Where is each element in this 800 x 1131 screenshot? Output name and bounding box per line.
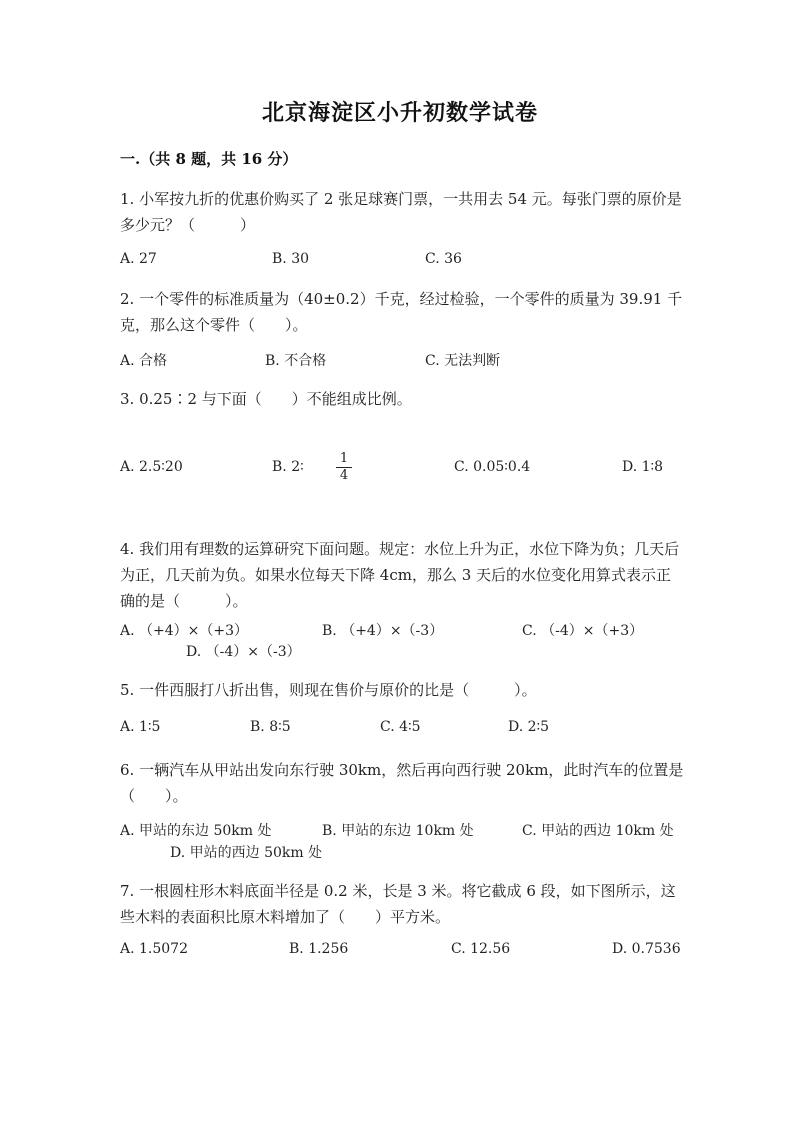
- q4-option-b[interactable]: B. （+4）×（-3）: [322, 623, 444, 639]
- q6-option-d[interactable]: D. 甲站的西边 50km 处: [170, 845, 323, 861]
- q7-option-c[interactable]: C. 12.56: [451, 941, 511, 957]
- q6-option-c[interactable]: C. 甲站的西边 10km 处: [522, 823, 674, 839]
- fraction-numerator: 1: [339, 451, 349, 466]
- q5-option-b[interactable]: B. 8∶5: [250, 719, 291, 735]
- question-6: 6. 一辆汽车从甲站出发向东行驶 30km，然后再向西行驶 20km，此时汽车的位置是（ ）。: [120, 761, 684, 805]
- q7-option-d[interactable]: D. 0.7536: [612, 941, 681, 957]
- section-heading: 一.（共 8 题，共 16 分）: [120, 150, 298, 168]
- q1-option-a[interactable]: A. 27: [120, 251, 157, 267]
- question-7: 7. 一根圆柱形木料底面半径是 0.2 米，长是 3 米。将它截成 6 段，如下图所示，这些木料的表面积比原木料增加了（ ）平方米。: [120, 882, 676, 926]
- question-4: 4. 我们用有理数的运算研究下面问题。规定：水位上升为正，水位下降为负；几天后为正，几天前为负。如果水位每天下降 4cm，那么 3 天后的水位变化用算式表示正确的是（ ）。: [120, 540, 680, 610]
- question-1: 1. 小军按九折的优惠价购买了 2 张足球赛门票，一共用去 54 元。每张门票的原价是多少元？（ ）: [120, 190, 682, 234]
- q1-option-b[interactable]: B. 30: [272, 251, 310, 267]
- q3-option-d[interactable]: D. 1∶8: [622, 459, 664, 475]
- question-2: 2. 一个零件的标准质量为（40±0.2）千克，经过检验，一个零件的质量为 39.91 千克，那么这个零件（ ）。: [120, 290, 683, 334]
- q3-option-a[interactable]: A. 2.5∶20: [120, 459, 183, 475]
- q7-option-b[interactable]: B. 1.256: [289, 941, 349, 957]
- q6-option-a[interactable]: A. 甲站的东边 50km 处: [120, 823, 272, 839]
- q4-option-d[interactable]: D. （-4）×（-3）: [186, 644, 301, 660]
- q2-option-c[interactable]: C. 无法判断: [425, 353, 501, 369]
- question-3: 3. 0.25∶2 与下面（ ）不能组成比例。: [120, 390, 412, 408]
- q4-option-a[interactable]: A. （+4）×（+3）: [120, 623, 249, 639]
- q5-option-c[interactable]: C. 4∶5: [380, 719, 421, 735]
- fraction-denominator: 4: [339, 468, 349, 483]
- q5-option-a[interactable]: A. 1∶5: [120, 719, 161, 735]
- q6-option-b[interactable]: B. 甲站的东边 10km 处: [322, 823, 474, 839]
- q2-option-a[interactable]: A. 合格: [120, 353, 168, 369]
- q3-option-c[interactable]: C. 0.05∶0.4: [454, 459, 531, 475]
- q1-option-c[interactable]: C. 36: [425, 251, 462, 267]
- q5-option-d[interactable]: D. 2∶5: [508, 719, 550, 735]
- question-5: 5. 一件西服打八折出售，则现在售价与原价的比是（ ）。: [120, 681, 537, 699]
- q3-option-b[interactable]: B. 2∶: [272, 459, 304, 475]
- q3-option-b-fraction: [336, 452, 352, 483]
- q2-option-b[interactable]: B. 不合格: [265, 353, 327, 369]
- q7-option-a[interactable]: A. 1.5072: [120, 941, 188, 957]
- q4-option-c[interactable]: C. （-4）×（+3）: [522, 623, 644, 639]
- exam-title: 北京海淀区小升初数学试卷: [261, 100, 538, 126]
